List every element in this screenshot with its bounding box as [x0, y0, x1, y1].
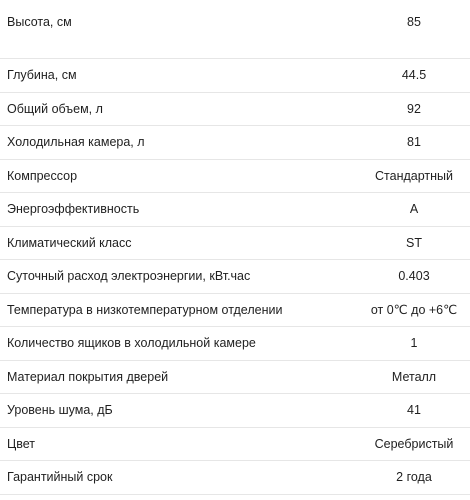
spec-label: Общий объем, л — [7, 101, 103, 116]
spec-row-power-consumption — [0, 260, 470, 294]
spec-row-height — [0, 0, 470, 59]
spec-row-energy-efficiency — [0, 193, 470, 227]
spec-label: Глубина, см — [7, 68, 77, 83]
spec-label: Энергоэффективность — [7, 202, 140, 217]
spec-value: ST — [406, 235, 422, 250]
spec-label: Высота, см — [7, 15, 72, 29]
spec-value: 81 — [407, 135, 421, 150]
spec-row-warranty — [0, 461, 470, 495]
spec-row-compressor — [0, 160, 470, 194]
spec-row-total-volume — [0, 93, 470, 127]
spec-label: Количество ящиков в холодильной камере — [7, 336, 256, 351]
spec-label: Цвет — [7, 436, 36, 451]
spec-label: Климатический класс — [7, 235, 132, 250]
spec-row-color — [0, 428, 470, 462]
spec-row-freezer-temperature — [0, 294, 470, 328]
spec-label: Уровень шума, дБ — [7, 403, 113, 418]
spec-value: 0.403 — [398, 269, 430, 284]
spec-value: 44.5 — [401, 68, 427, 83]
spec-row-drawer-count — [0, 327, 470, 361]
spec-label: Суточный расход электроэнергии, кВт.час — [7, 269, 251, 284]
spec-label: Материал покрытия дверей — [7, 369, 169, 384]
spec-value: 85 — [407, 15, 421, 29]
spec-value: Металл — [391, 369, 437, 384]
spec-label: Температура в низкотемпературном отделении — [7, 302, 283, 317]
spec-value: A — [409, 202, 419, 217]
spec-label: Гарантийный срок — [7, 470, 113, 485]
spec-label: Холодильная камера, л — [7, 135, 145, 150]
spec-value: 1 — [410, 336, 418, 351]
spec-label: Компрессор — [7, 168, 78, 183]
spec-value: от 0℃ до +6℃ — [370, 303, 458, 318]
spec-row-door-material — [0, 361, 470, 395]
spec-row-depth — [0, 59, 470, 93]
spec-row-noise-level — [0, 394, 470, 428]
spec-value: 92 — [407, 101, 421, 116]
spec-value: 41 — [407, 403, 421, 418]
spec-row-climate-class — [0, 227, 470, 261]
spec-value: 2 года — [396, 470, 432, 485]
spec-row-fridge-volume — [0, 126, 470, 160]
spec-value: Стандартный — [375, 168, 453, 183]
spec-value: Серебристый — [374, 436, 454, 451]
